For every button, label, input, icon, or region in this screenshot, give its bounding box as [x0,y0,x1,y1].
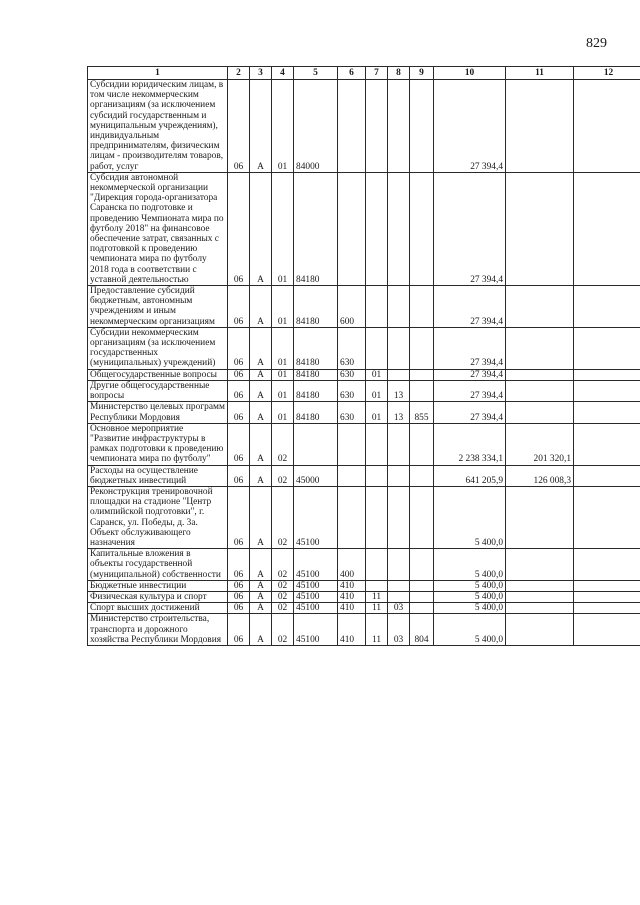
target-article-cell: 45100 [294,486,338,548]
target-article-cell [294,423,338,465]
amount-extra-cell [506,327,574,369]
col-header: 4 [272,67,294,80]
row-name-cell: Спорт высших достижений [88,603,228,614]
expense-type-cell: 600 [338,286,366,328]
subdivision-cell: 03 [388,614,410,646]
target-article-cell: 45100 [294,591,338,602]
subsection-cell: А [250,580,272,591]
target-article-cell: 45100 [294,603,338,614]
division-cell: 01 [366,402,388,423]
amount-cell: 5 400,0 [434,549,506,581]
empty-cell [574,423,640,465]
table-row [88,465,640,486]
amount-extra-cell: 126 008,3 [506,465,574,486]
subdivision-cell [388,549,410,581]
table-row [88,614,640,646]
program-cell: 01 [272,286,294,328]
row-name-cell: Субсидии некоммерческим организациям (за исключением государственных (муниципальных) учреждений) [88,327,228,369]
amount-cell: 27 394,4 [434,327,506,369]
expense-type-cell: 630 [338,402,366,423]
subsection-cell: А [250,549,272,581]
col-header: 7 [366,67,388,80]
subsection-cell: А [250,369,272,380]
amount-extra-cell [506,80,574,173]
col-header: 5 [294,67,338,80]
division-cell [366,580,388,591]
amount-extra-cell [506,369,574,380]
program-cell: 01 [272,80,294,173]
target-article-cell: 45100 [294,614,338,646]
amount-cell: 5 400,0 [434,603,506,614]
amount-extra-cell [506,580,574,591]
amount-extra-cell [506,486,574,548]
program-cell: 02 [272,423,294,465]
col-header: 12 [574,67,640,80]
program-cell: 02 [272,486,294,548]
col-header: 8 [388,67,410,80]
subsection-cell: А [250,327,272,369]
amount-cell: 2 238 334,1 [434,423,506,465]
division-cell [366,80,388,173]
empty-cell [574,402,640,423]
empty-cell [574,580,640,591]
empty-cell [574,286,640,328]
empty-cell [574,465,640,486]
col-header: 3 [250,67,272,80]
subdivision-cell [388,486,410,548]
division-cell [366,423,388,465]
division-cell [366,465,388,486]
col-header: 11 [506,67,574,80]
ministry-cell [410,580,434,591]
section-cell: 06 [228,172,250,285]
target-article-cell: 84180 [294,402,338,423]
program-cell: 02 [272,603,294,614]
expense-type-cell [338,423,366,465]
amount-cell: 27 394,4 [434,80,506,173]
amount-cell: 27 394,4 [434,286,506,328]
expense-type-cell: 410 [338,591,366,602]
table-row [88,369,640,380]
table-row [88,580,640,591]
row-name-cell: Расходы на осуществление бюджетных инвестиций [88,465,228,486]
col-header: 1 [88,67,228,80]
row-name-cell: Предоставление субсидий бюджетным, автономным учреждениям и иным некоммерческим организациям [88,286,228,328]
program-cell: 01 [272,172,294,285]
target-article-cell: 84180 [294,327,338,369]
amount-cell: 641 205,9 [434,465,506,486]
section-cell: 06 [228,286,250,328]
expense-type-cell [338,465,366,486]
amount-cell: 5 400,0 [434,486,506,548]
row-name-cell: Министерство строительства, транспорта и дорожного хозяйства Республики Мордовия [88,614,228,646]
section-cell: 06 [228,465,250,486]
expense-type-cell: 400 [338,549,366,581]
program-cell: 01 [272,327,294,369]
amount-extra-cell [506,380,574,401]
section-cell: 06 [228,380,250,401]
ministry-cell [410,423,434,465]
target-article-cell: 84000 [294,80,338,173]
division-cell: 11 [366,603,388,614]
table-row [88,327,640,369]
amount-extra-cell [506,603,574,614]
amount-cell: 5 400,0 [434,591,506,602]
empty-cell [574,549,640,581]
table-row [88,172,640,285]
subdivision-cell [388,172,410,285]
table-row [88,380,640,401]
subsection-cell: А [250,614,272,646]
subdivision-cell [388,465,410,486]
ministry-cell [410,603,434,614]
expense-type-cell: 410 [338,603,366,614]
table-row [88,486,640,548]
section-cell: 06 [228,80,250,173]
empty-cell [574,614,640,646]
empty-cell [574,603,640,614]
program-cell: 02 [272,465,294,486]
col-header: 2 [228,67,250,80]
ministry-cell [410,591,434,602]
table-row [88,80,640,173]
program-cell: 02 [272,591,294,602]
subdivision-cell [388,369,410,380]
target-article-cell: 45100 [294,580,338,591]
division-cell [366,172,388,285]
amount-cell: 27 394,4 [434,380,506,401]
amount-cell: 27 394,4 [434,172,506,285]
subsection-cell: А [250,423,272,465]
budget-table [87,66,640,646]
section-cell: 06 [228,486,250,548]
empty-cell [574,80,640,173]
amount-cell: 27 394,4 [434,369,506,380]
section-cell: 06 [228,580,250,591]
table-row [88,549,640,581]
table-row [88,402,640,423]
target-article-cell: 84180 [294,286,338,328]
ministry-cell [410,369,434,380]
section-cell: 06 [228,549,250,581]
subsection-cell: А [250,465,272,486]
empty-cell [574,172,640,285]
target-article-cell: 45100 [294,549,338,581]
program-cell: 02 [272,614,294,646]
subdivision-cell [388,591,410,602]
division-cell [366,327,388,369]
program-cell: 02 [272,580,294,591]
division-cell [366,549,388,581]
division-cell: 01 [366,369,388,380]
col-header: 9 [410,67,434,80]
subdivision-cell: 13 [388,402,410,423]
empty-cell [574,486,640,548]
target-article-cell: 84180 [294,172,338,285]
ministry-cell: 855 [410,402,434,423]
subsection-cell: А [250,486,272,548]
section-cell: 06 [228,591,250,602]
row-name-cell: Субсидии юридическим лицам, в том числе некоммерческим организациям (за исключением субсидий государственным и муниципальным учреждениям), индивидуальным предпринимателям, физическим лицам - производителям товаров, работ, услуг [88,80,228,173]
amount-extra-cell [506,172,574,285]
section-cell: 06 [228,423,250,465]
expense-type-cell: 630 [338,327,366,369]
subdivision-cell [388,286,410,328]
table-row [88,423,640,465]
amount-extra-cell [506,591,574,602]
subdivision-cell: 13 [388,380,410,401]
section-cell: 06 [228,402,250,423]
division-cell: 01 [366,380,388,401]
ministry-cell [410,549,434,581]
row-name-cell: Физическая культура и спорт [88,591,228,602]
subdivision-cell [388,80,410,173]
division-cell [366,286,388,328]
subsection-cell: А [250,80,272,173]
expense-type-cell: 410 [338,614,366,646]
page-number: 829 [586,36,607,51]
row-name-cell: Реконструкция тренировочной площадки на стадионе "Центр олимпийской подготовки", г. Саранск, ул. Победы, д. 3а. Объект обслуживающего назначения [88,486,228,548]
empty-cell [574,327,640,369]
row-name-cell: Капитальные вложения в объекты государственной (муниципальной) собственности [88,549,228,581]
expense-type-cell [338,80,366,173]
target-article-cell: 84180 [294,369,338,380]
program-cell: 02 [272,549,294,581]
program-cell: 01 [272,402,294,423]
ministry-cell [410,286,434,328]
table-row [88,591,640,602]
section-cell: 06 [228,614,250,646]
amount-extra-cell [506,614,574,646]
table-row [88,603,640,614]
program-cell: 01 [272,380,294,401]
empty-cell [574,369,640,380]
expense-type-cell: 630 [338,380,366,401]
ministry-cell: 804 [410,614,434,646]
row-name-cell: Другие общегосударственные вопросы [88,380,228,401]
ministry-cell [410,380,434,401]
ministry-cell [410,80,434,173]
subsection-cell: А [250,591,272,602]
subsection-cell: А [250,286,272,328]
section-cell: 06 [228,327,250,369]
expense-type-cell [338,172,366,285]
amount-extra-cell [506,549,574,581]
ministry-cell [410,465,434,486]
expense-type-cell: 410 [338,580,366,591]
expense-type-cell [338,486,366,548]
subsection-cell: А [250,603,272,614]
amount-extra-cell [506,286,574,328]
division-cell: 11 [366,591,388,602]
subdivision-cell [388,423,410,465]
amount-cell: 5 400,0 [434,614,506,646]
section-cell: 06 [228,603,250,614]
expense-type-cell: 630 [338,369,366,380]
subdivision-cell [388,580,410,591]
ministry-cell [410,172,434,285]
table-row [88,286,640,328]
ministry-cell [410,486,434,548]
row-name-cell: Общегосударственные вопросы [88,369,228,380]
subsection-cell: А [250,380,272,401]
row-name-cell: Основное мероприятие "Развитие инфраструктуры в рамках подготовки к проведению чемпионата мира по футболу" [88,423,228,465]
subsection-cell: А [250,402,272,423]
empty-cell [574,591,640,602]
target-article-cell: 84180 [294,380,338,401]
subdivision-cell: 03 [388,603,410,614]
amount-cell: 27 394,4 [434,402,506,423]
amount-extra-cell: 201 320,1 [506,423,574,465]
header-row [88,67,640,80]
row-name-cell: Министерство целевых программ Республики Мордовия [88,402,228,423]
target-article-cell: 45000 [294,465,338,486]
amount-cell: 5 400,0 [434,580,506,591]
col-header: 10 [434,67,506,80]
empty-cell [574,380,640,401]
program-cell: 01 [272,369,294,380]
col-header: 6 [338,67,366,80]
section-cell: 06 [228,369,250,380]
subsection-cell: А [250,172,272,285]
ministry-cell [410,327,434,369]
amount-extra-cell [506,402,574,423]
row-name-cell: Субсидия автономной некоммерческой организации "Дирекция города-организатора Саранска по подготовке и проведению Чемпионата мира по футболу 2018" на финансовое обеспечение затрат, связанных с подготовкой к проведению чемпионата мира по футболу 2018 года в соответствии с уставной деятельностью [88,172,228,285]
subdivision-cell [388,327,410,369]
division-cell [366,486,388,548]
division-cell: 11 [366,614,388,646]
row-name-cell: Бюджетные инвестиции [88,580,228,591]
